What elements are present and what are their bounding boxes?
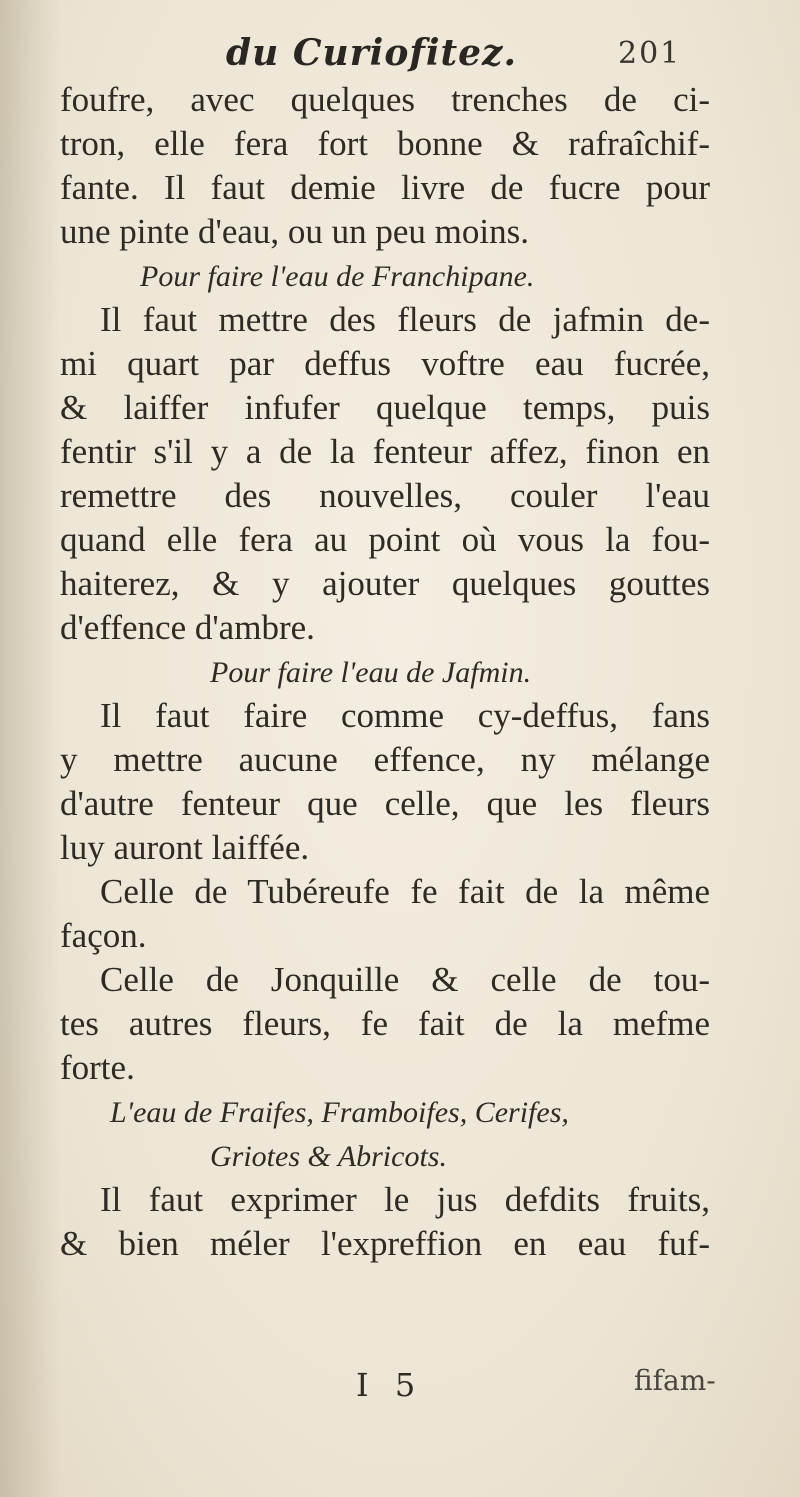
text-line: quand elle fera au point où vous la fou- [60, 520, 710, 559]
page-footer [0, 1366, 800, 1410]
signature-mark: I 5 [356, 1366, 424, 1404]
section-heading: L'eau de Fraifes, Framboifes, Cerifes, [110, 1096, 569, 1129]
text-line: forte. [60, 1048, 135, 1087]
text-line: Celle de Tubéreufe fe fait de la même [100, 872, 710, 911]
section-heading-continued: Griotes & Abricots. [210, 1140, 447, 1173]
text-line: tron, elle fera fort bonne & rafraîchif- [60, 124, 710, 163]
page-number: 201 [618, 36, 682, 71]
text-line: fante. Il faut demie livre de fucre pour [60, 168, 710, 207]
text-line: luy auront laiffée. [60, 828, 310, 867]
text-line: Il faut faire comme cy-deffus, fans [100, 696, 710, 735]
text-line: d'autre fenteur que celle, que les fleurs [60, 784, 710, 823]
body-text [60, 78, 710, 1266]
text-line: & bien méler l'expreffion en eau fuf- [60, 1224, 710, 1263]
text-line: une pinte d'eau, ou un peu moins. [60, 212, 529, 251]
catchword: fifam- [634, 1364, 716, 1397]
running-head [0, 32, 800, 82]
text-line: mi quart par deffus voftre eau fucrée, [60, 344, 710, 383]
text-line: Il faut mettre des fleurs de jafmin de- [100, 300, 710, 339]
text-line: haiterez, & y ajouter quelques gouttes [60, 564, 710, 603]
running-title: du Curiofitez. [226, 32, 518, 74]
text-line: façon. [60, 916, 147, 955]
text-line: & laiffer infufer quelque temps, puis [60, 388, 710, 427]
section-heading: Pour faire l'eau de Jafmin. [210, 656, 532, 689]
text-line: fentir s'il y a de la fenteur affez, finon en [60, 432, 710, 471]
page-edge-shadow [0, 0, 60, 1497]
text-line: foufre, avec quelques trenches de ci- [60, 80, 710, 119]
text-line: tes autres fleurs, fe fait de la mefme [60, 1004, 710, 1043]
section-heading: Pour faire l'eau de Franchipane. [140, 260, 535, 293]
text-line: remettre des nouvelles, couler l'eau [60, 476, 710, 515]
text-line: d'effence d'ambre. [60, 608, 315, 647]
text-line: Celle de Jonquille & celle de tou- [100, 960, 710, 999]
text-line: Il faut exprimer le jus defdits fruits, [100, 1180, 710, 1219]
text-line: y mettre aucune effence, ny mélange [60, 740, 710, 779]
